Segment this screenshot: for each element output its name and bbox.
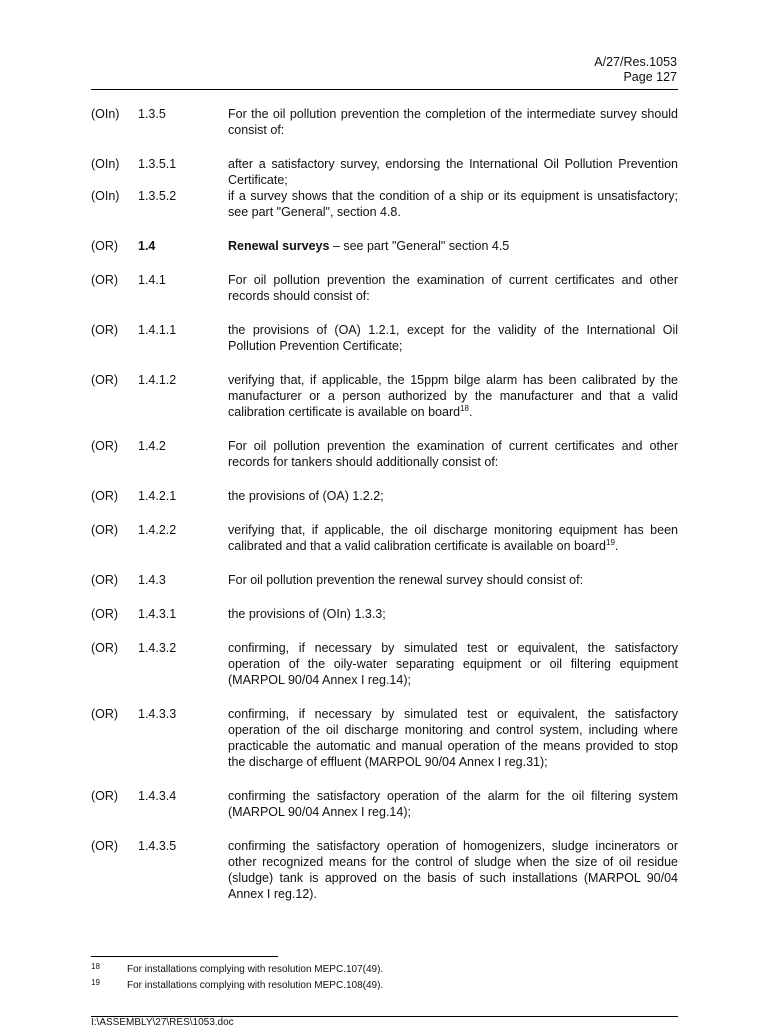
entry-tag: (OR) bbox=[91, 323, 119, 337]
section-heading-1-4 bbox=[91, 238, 678, 254]
entry-tag: (OIn) bbox=[91, 107, 120, 121]
entry-tag: (OR) bbox=[91, 523, 119, 537]
entry-tag: (OIn) bbox=[91, 189, 120, 203]
entry-text: confirming, if necessary by simulated test or equivalent, the satisfactory operation of the oil discharge monitoring and control system, including where practicable the automatic and manual operation of the means provided to stop the discharge of effluent (MARPOL 90/04 Annex I reg.31); bbox=[228, 707, 678, 769]
page-header bbox=[594, 55, 677, 85]
entry-text: confirming the satisfactory operation of the alarm for the oil filtering system (MARPOL 90/04 Annex I reg.14); bbox=[228, 789, 678, 819]
section-title bbox=[228, 238, 678, 254]
entry-text-body: verifying that, if applicable, the oil discharge monitoring equipment has been calibrated and that a valid calibration certificate is available on board bbox=[228, 523, 678, 553]
document-body bbox=[91, 106, 678, 902]
entry-text: the provisions of (OA) 1.2.1, except for the validity of the International Oil Pollution Prevention Certificate; bbox=[228, 323, 678, 353]
entry-number: 1.4.2.1 bbox=[138, 489, 177, 503]
document-reference: A/27/Res.1053 bbox=[594, 55, 677, 69]
entry-text: the provisions of (OIn) 1.3.3; bbox=[228, 607, 386, 621]
entry-number: 1.4.2.2 bbox=[138, 523, 177, 537]
entry-number: 1.4.3.3 bbox=[138, 707, 177, 721]
entry-tag: (OR) bbox=[91, 839, 119, 853]
entry-text bbox=[228, 372, 678, 420]
entry-number: 1.3.5.1 bbox=[138, 157, 177, 171]
entry-tag: (OR) bbox=[91, 273, 119, 287]
entry-tag: (OR) bbox=[91, 373, 119, 387]
entry-number: 1.4.2 bbox=[138, 439, 166, 453]
entry-text: For oil pollution prevention the renewal survey should consist of: bbox=[228, 573, 584, 587]
entry-1-4-1-2 bbox=[91, 372, 678, 420]
footnote-text: For installations complying with resolution MEPC.108(49). bbox=[127, 980, 384, 991]
footnote-number: 18 bbox=[91, 962, 100, 971]
entry-text: For the oil pollution prevention the completion of the intermediate survey should consist of: bbox=[228, 107, 678, 137]
entry-text: confirming the satisfactory operation of homogenizers, sludge incinerators or other recognized means for the control of sludge when the size of oil residue (sludge) tank is approved on the basis of such installations (MARPOL 90/04 Annex I reg.12). bbox=[228, 839, 678, 901]
entry-text bbox=[228, 522, 678, 554]
entry-1-4-3-1 bbox=[91, 606, 678, 622]
entry-tag: (OIn) bbox=[91, 157, 120, 171]
entry-tag: (OR) bbox=[91, 489, 119, 503]
footer-file-path: I:\ASSEMBLY\27\RES\1053.doc bbox=[91, 1017, 234, 1028]
entry-tag: (OR) bbox=[91, 607, 119, 621]
page-number: Page 127 bbox=[623, 70, 677, 84]
footnote-divider bbox=[91, 956, 278, 957]
entry-1-3-5-1 bbox=[91, 156, 678, 188]
section-number: 1.4 bbox=[138, 239, 156, 253]
footnote-ref-19[interactable]: 19 bbox=[606, 537, 615, 547]
entry-text: For oil pollution prevention the examination of current certificates and other records for tankers should additionally consist of: bbox=[228, 439, 678, 469]
entry-tag: (OR) bbox=[91, 707, 119, 721]
entry-number: 1.4.3.2 bbox=[138, 641, 177, 655]
entry-1-4-3-2 bbox=[91, 640, 678, 688]
entry-1-4-2 bbox=[91, 438, 678, 470]
entry-tag: (OR) bbox=[91, 789, 119, 803]
entry-number: 1.4.1 bbox=[138, 273, 166, 287]
entry-text: after a satisfactory survey, endorsing the International Oil Pollution Prevention Certificate; bbox=[228, 157, 678, 187]
entry-number: 1.4.3 bbox=[138, 573, 166, 587]
entry-1-4-2-2 bbox=[91, 522, 678, 554]
entry-text-end: . bbox=[468, 405, 473, 419]
section-title-rest: – see part "General" section 4.5 bbox=[329, 239, 510, 253]
entry-tag: (OR) bbox=[91, 573, 119, 587]
entry-tag: (OR) bbox=[91, 239, 119, 253]
footnote-number: 19 bbox=[91, 978, 100, 987]
entry-number: 1.4.3.5 bbox=[138, 839, 177, 853]
entry-text-body: verifying that, if applicable, the 15ppm bilge alarm has been calibrated by the manufacturer or a person authorized by the manufacturer and that a valid calibration certificate is available on board bbox=[228, 373, 678, 419]
footnote-19 bbox=[91, 978, 678, 994]
entry-1-3-5-2 bbox=[91, 188, 678, 220]
entry-number: 1.3.5.2 bbox=[138, 189, 177, 203]
entry-text: the provisions of (OA) 1.2.2; bbox=[228, 489, 384, 503]
entry-1-4-1 bbox=[91, 272, 678, 304]
entry-number: 1.4.3.1 bbox=[138, 607, 177, 621]
entry-text-end: . bbox=[614, 539, 619, 553]
entry-1-4-3-3 bbox=[91, 706, 678, 770]
entry-1-3-5 bbox=[91, 106, 678, 138]
footnote-18 bbox=[91, 962, 678, 978]
entry-number: 1.3.5 bbox=[138, 107, 166, 121]
entry-number: 1.4.3.4 bbox=[138, 789, 177, 803]
entry-1-4-1-1 bbox=[91, 322, 678, 354]
section-title-bold: Renewal surveys bbox=[228, 239, 330, 253]
footnotes bbox=[91, 962, 678, 994]
entry-tag: (OR) bbox=[91, 641, 119, 655]
entry-text: For oil pollution prevention the examination of current certificates and other records should consist of: bbox=[228, 273, 678, 303]
entry-1-4-2-1 bbox=[91, 488, 678, 504]
entry-1-4-3 bbox=[91, 572, 678, 588]
entry-tag: (OR) bbox=[91, 439, 119, 453]
entry-text: confirming, if necessary by simulated test or equivalent, the satisfactory operation of the oily-water separating equipment or oil filtering equipment (MARPOL 90/04 Annex I reg.14); bbox=[228, 641, 678, 687]
header-divider bbox=[91, 89, 678, 90]
entry-1-4-3-4 bbox=[91, 788, 678, 820]
footnote-ref-18[interactable]: 18 bbox=[460, 403, 469, 413]
entry-text: if a survey shows that the condition of a ship or its equipment is unsatisfactory; see part "General", section 4.8. bbox=[228, 189, 678, 219]
entry-1-4-3-5 bbox=[91, 838, 678, 902]
entry-number: 1.4.1.2 bbox=[138, 373, 177, 387]
footnote-text: For installations complying with resolution MEPC.107(49). bbox=[127, 964, 384, 975]
entry-number: 1.4.1.1 bbox=[138, 323, 177, 337]
